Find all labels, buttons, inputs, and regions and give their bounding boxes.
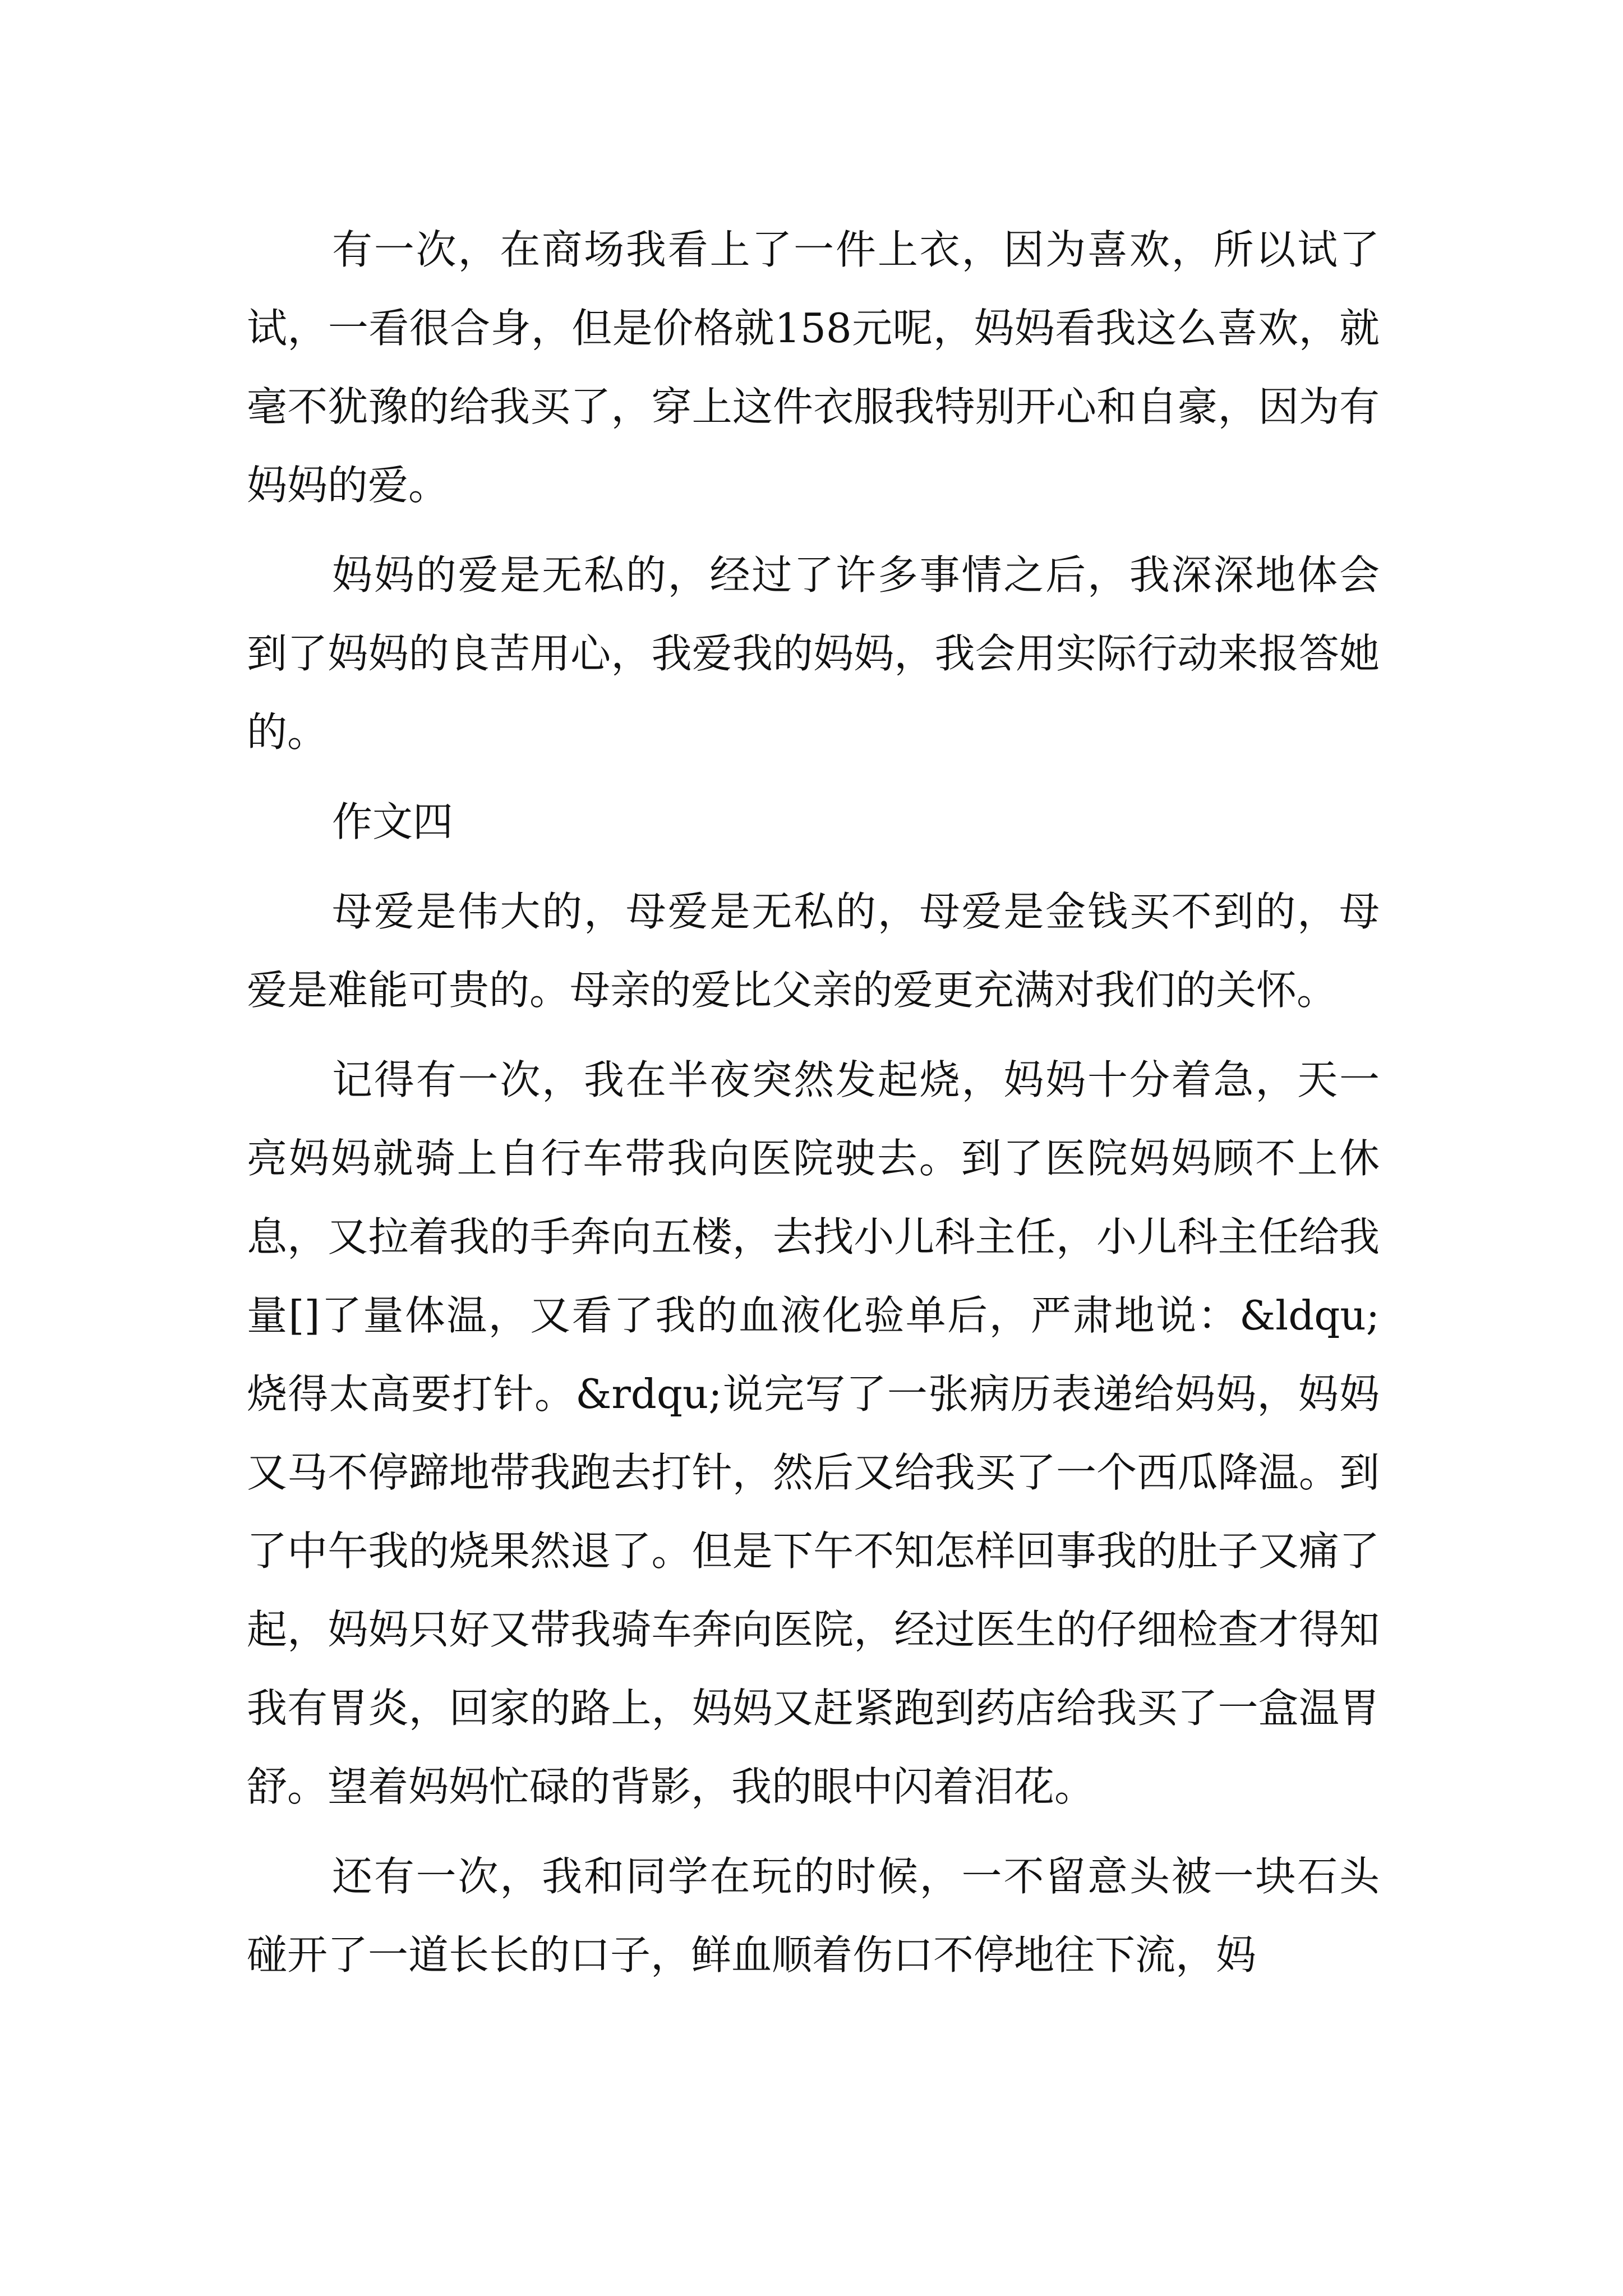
essay-heading: 作文四 — [332, 798, 454, 845]
essay-body — [247, 210, 1380, 2005]
paragraph-selfless-love: 妈妈的爱是无私的，经过了许多事情之后，我深深地体会到了妈妈的良苦用心，我爱我的妈妈，我会用实际行动来报答她的。 — [247, 551, 1380, 756]
paragraph-shopping: 有一次，在商场我看上了一件上衣，因为喜欢，所以试了试，一看很合身，但是价格就158元呢，妈妈看我这么喜欢，就毫不犹豫的给我买了，穿上这件衣服我特别开心和自豪，因为有妈妈的爱。 — [247, 226, 1380, 509]
paragraph-mother-love: 母爱是伟大的，母爱是无私的，母爱是金钱买不到的，母爱是难能可贵的。母亲的爱比父亲的爱更充满对我们的关怀。 — [247, 888, 1380, 1014]
paragraph-fever: 记得有一次，我在半夜突然发起烧，妈妈十分着急，天一亮妈妈就骑上自行车带我向医院驶去。到了医院妈妈顾不上休息，又拉着我的手奔向五楼，去找小儿科主任，小儿科主任给我量[]了量体温，又看了我的血液化验单后，严肃地说：&ldqu;烧得太高要打针。&rdqu;说完写了一张病历表递给妈妈，妈妈又马不停蹄地带我跑去打针，然后又给我买了一个西瓜降温。到了中午我的烧果然退了。但是下午不知怎样回事我的肚子又痛了起，妈妈只好又带我骑车奔向医院，经过医生的仔细检查才得知我有胃炎，回家的路上，妈妈又赶紧跑到药店给我买了一盒温胃舒。望着妈妈忙碌的背影，我的眼中闪着泪花。 — [247, 1056, 1380, 1810]
paragraph-injury: 还有一次，我和同学在玩的时候，一不留意头被一块石头碰开了一道长长的口子，鲜血顺着伤口不停地往下流，妈 — [247, 1853, 1380, 1978]
